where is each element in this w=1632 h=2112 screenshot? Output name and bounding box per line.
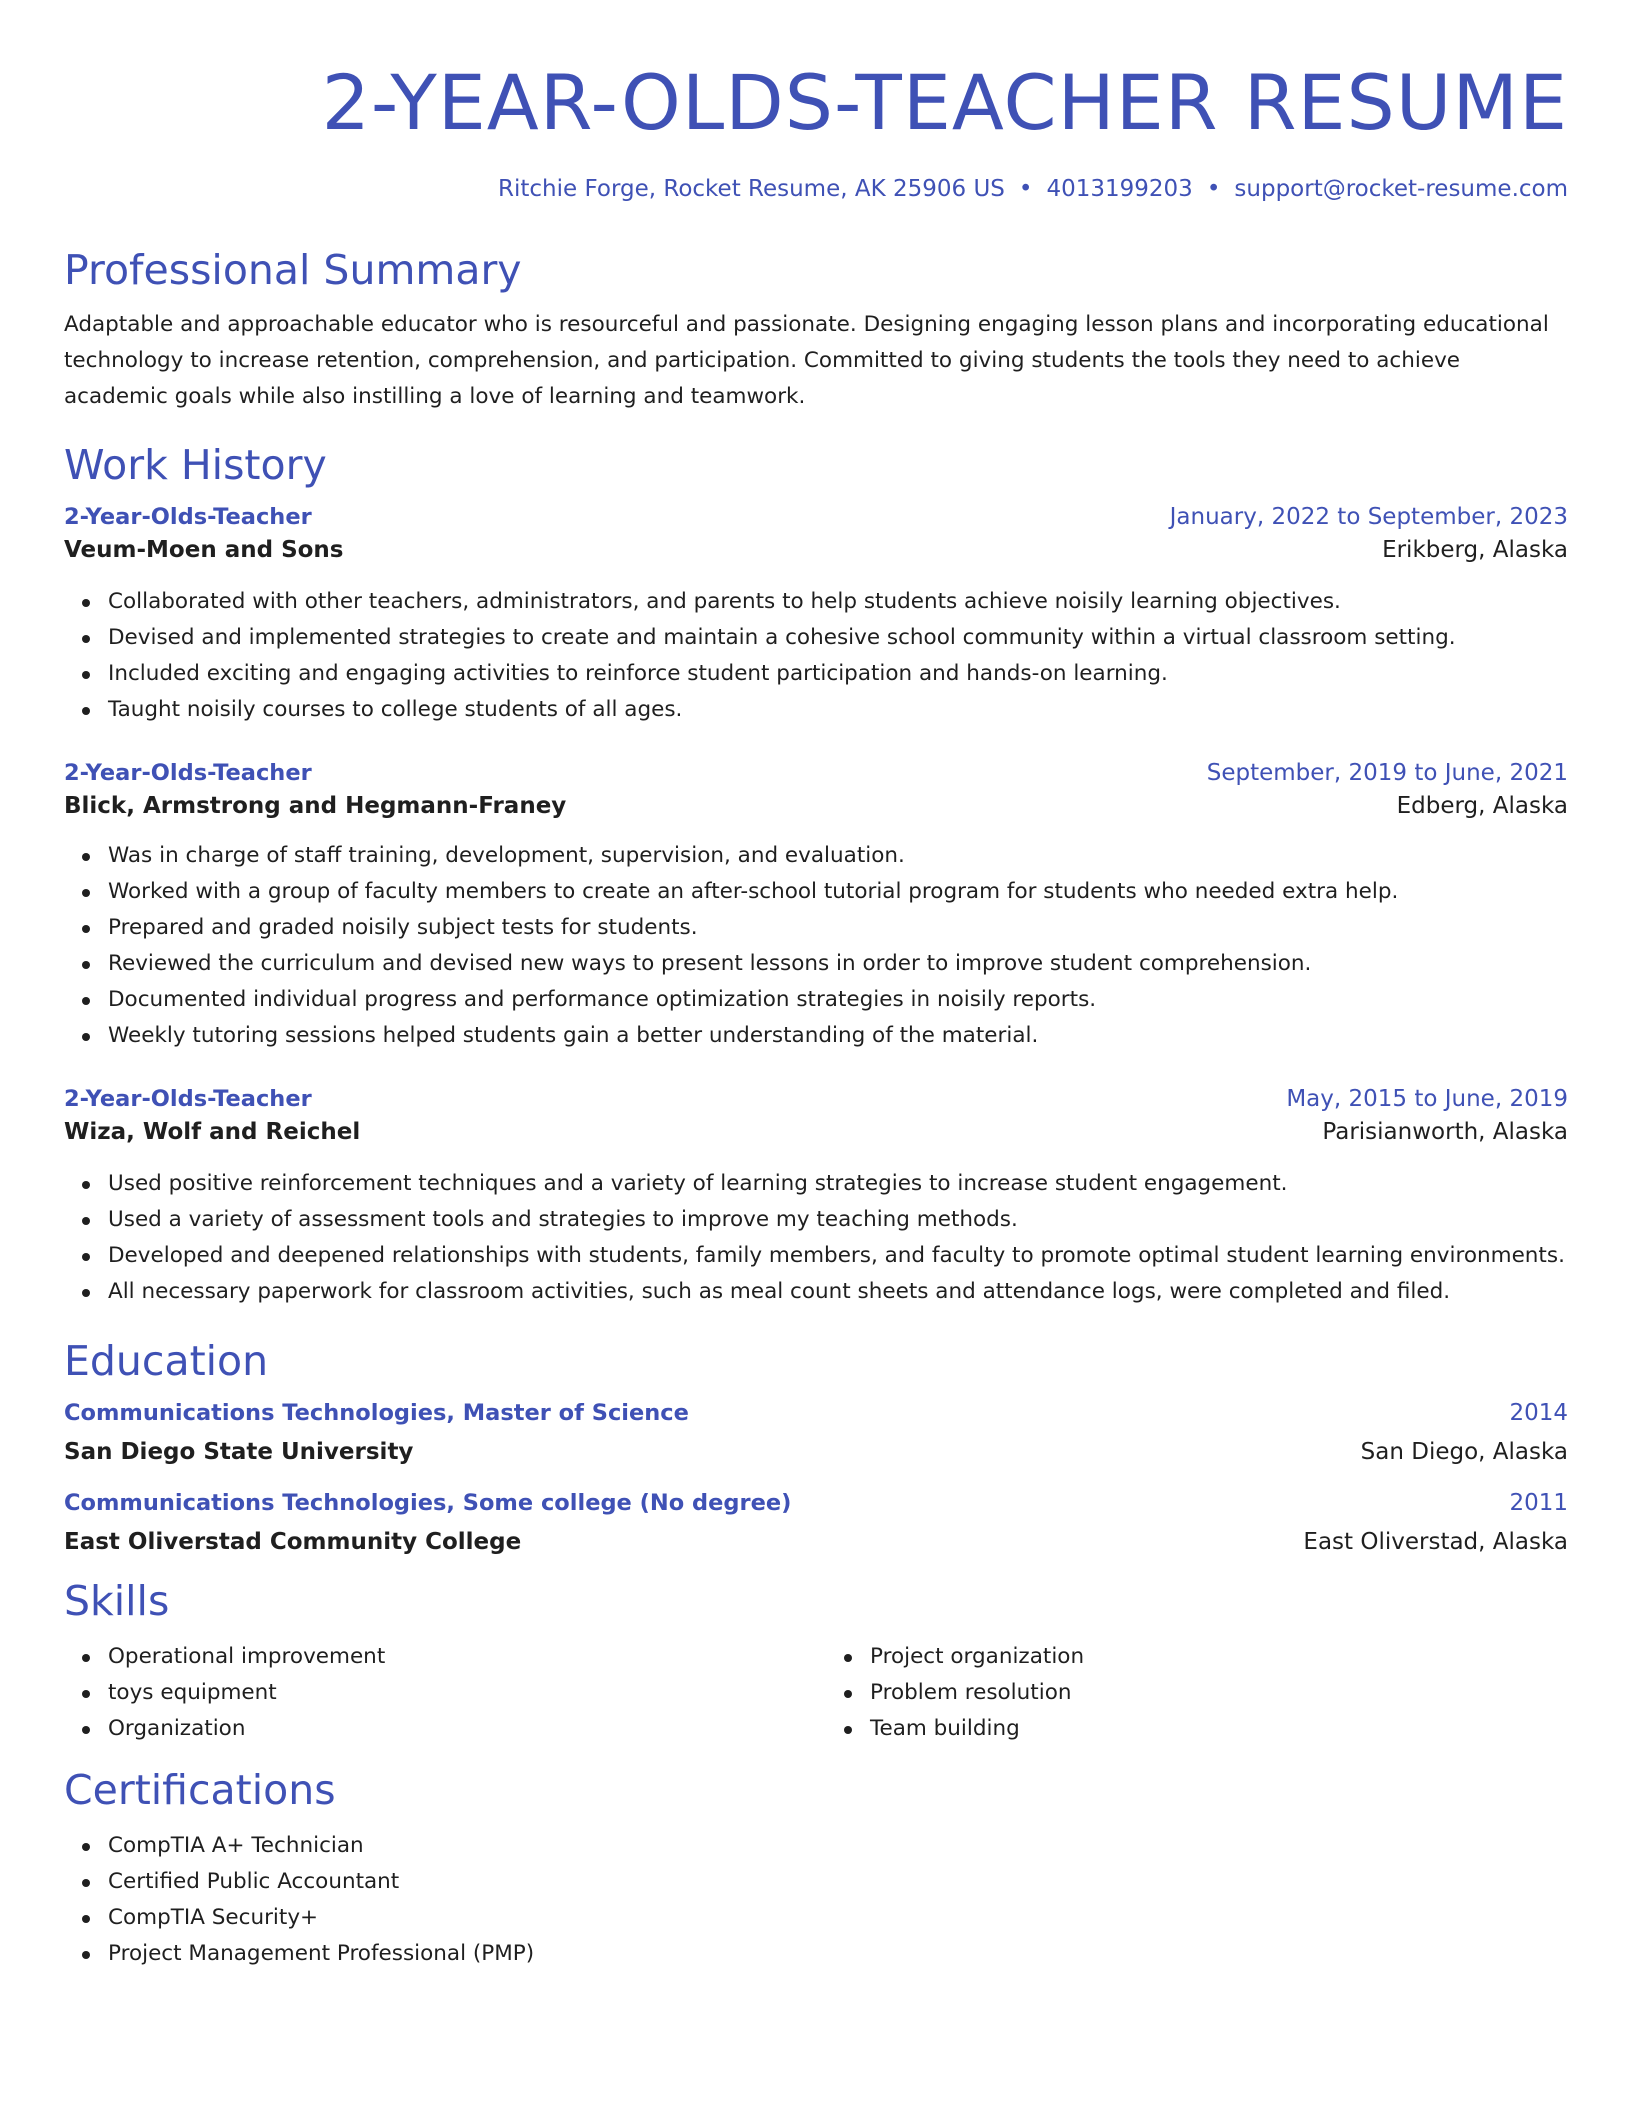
job-title: 2-Year-Olds-Teacher — [64, 504, 312, 530]
work-history-heading: Work History — [64, 441, 327, 489]
education-degree: Communications Technologies, Some college (No degree) — [64, 1490, 792, 1516]
certification-item: Certified Public Accountant — [108, 1864, 1568, 1900]
education-year: 2011 — [1509, 1490, 1568, 1516]
job-location: Parisianworth, Alaska — [1322, 1119, 1568, 1145]
job-bullet: Taught noisily courses to college students of all ages. — [108, 692, 1568, 728]
contact-email: support@rocket-resume.com — [1234, 176, 1568, 202]
job-employer-row — [64, 790, 1568, 822]
job-entry — [64, 502, 1568, 728]
job-title: 2-Year-Olds-Teacher — [64, 760, 312, 786]
education-heading: Education — [64, 1337, 269, 1385]
job-bullet: Weekly tutoring sessions helped students gain a better understanding of the material. — [108, 1018, 1568, 1054]
resume-title: 2-YEAR-OLDS-TEACHER RESUME — [321, 58, 1568, 147]
education-school: East Oliverstad Community College — [64, 1529, 522, 1555]
job-bullet: Developed and deepened relationships with students, family members, and faculty to promote optimal student learning environments. — [108, 1238, 1568, 1274]
job-employer-row — [64, 534, 1568, 566]
job-title-row — [64, 758, 1568, 788]
summary-heading: Professional Summary — [64, 246, 522, 294]
education-year: 2014 — [1509, 1400, 1568, 1426]
job-dates: January, 2022 to September, 2023 — [1169, 504, 1568, 530]
resume-page — [64, 0, 1568, 1972]
job-bullet: Worked with a group of faculty members to create an after-school tutorial program for students who needed extra help. — [108, 874, 1568, 910]
job-entry — [64, 1084, 1568, 1310]
job-title: 2-Year-Olds-Teacher — [64, 1086, 312, 1112]
certification-item: CompTIA Security+ — [108, 1900, 1568, 1936]
skills-list-right — [826, 1639, 1568, 1747]
job-title-row — [64, 1084, 1568, 1114]
education-location: East Oliverstad, Alaska — [1303, 1529, 1568, 1555]
skills-heading: Skills — [64, 1577, 170, 1625]
summary-text: Adaptable and approachable educator who is resourceful and passionate. Designing engaging lesson plans and incorporating educational technology to increase retention, comprehension, and participation. Committed to giving students the tools they need to achieve academic goals while also instilling a love of learning and teamwork. — [64, 312, 1549, 409]
job-location: Edberg, Alaska — [1396, 793, 1568, 819]
contact-separator: • — [1018, 176, 1033, 202]
job-bullet: Devised and implemented strategies to create and maintain a cohesive school community within a virtual classroom setting. — [108, 620, 1568, 656]
job-title-row — [64, 502, 1568, 532]
contact-line — [64, 174, 1568, 204]
job-bullet: Documented individual progress and performance optimization strategies in noisily reports. — [108, 982, 1568, 1018]
certification-item: Project Management Professional (PMP) — [108, 1936, 1568, 1972]
job-bullets — [64, 584, 1568, 728]
job-dates: September, 2019 to June, 2021 — [1206, 760, 1568, 786]
certifications-list — [64, 1828, 1568, 1972]
skill-item: Problem resolution — [870, 1675, 1568, 1711]
job-location: Erikberg, Alaska — [1382, 537, 1568, 563]
job-bullet: Collaborated with other teachers, administrators, and parents to help students achieve noisily learning objectives. — [108, 584, 1568, 620]
education-entry — [64, 1398, 1568, 1468]
education-entry — [64, 1488, 1568, 1558]
contact-address: Ritchie Forge, Rocket Resume, AK 25906 US — [498, 176, 1005, 202]
certification-item: CompTIA A+ Technician — [108, 1828, 1568, 1864]
education-degree-row — [64, 1488, 1568, 1518]
job-bullet: Used positive reinforcement techniques and a variety of learning strategies to increase student engagement. — [108, 1166, 1568, 1202]
education-school: San Diego State University — [64, 1439, 414, 1465]
education-school-row — [64, 1436, 1568, 1468]
job-employer: Veum-Moen and Sons — [64, 537, 344, 563]
education-location: San Diego, Alaska — [1360, 1439, 1568, 1465]
contact-phone: 4013199203 — [1046, 176, 1193, 202]
certifications-heading: Certifications — [64, 1766, 336, 1814]
job-bullet: Prepared and graded noisily subject tests for students. — [108, 910, 1568, 946]
job-bullets — [64, 1166, 1568, 1310]
skill-item: Organization — [108, 1711, 806, 1747]
job-bullet: Was in charge of staff training, development, supervision, and evaluation. — [108, 838, 1568, 874]
job-employer: Blick, Armstrong and Hegmann-Franey — [64, 793, 567, 819]
skill-item: Operational improvement — [108, 1639, 806, 1675]
job-bullet: Included exciting and engaging activities to reinforce student participation and hands-on learning. — [108, 656, 1568, 692]
job-bullet: All necessary paperwork for classroom activities, such as meal count sheets and attendance logs, were completed and filed. — [108, 1274, 1568, 1310]
education-degree-row — [64, 1398, 1568, 1428]
job-employer: Wiza, Wolf and Reichel — [64, 1119, 361, 1145]
job-bullet: Used a variety of assessment tools and strategies to improve my teaching methods. — [108, 1202, 1568, 1238]
job-entry — [64, 758, 1568, 1054]
job-bullets — [64, 838, 1568, 1054]
skill-item: Project organization — [870, 1639, 1568, 1675]
skills-list-left — [64, 1639, 806, 1747]
education-school-row — [64, 1526, 1568, 1558]
job-dates: May, 2015 to June, 2019 — [1286, 1086, 1568, 1112]
education-degree: Communications Technologies, Master of Science — [64, 1400, 689, 1426]
skill-item: toys equipment — [108, 1675, 806, 1711]
skill-item: Team building — [870, 1711, 1568, 1747]
job-bullet: Reviewed the curriculum and devised new ways to present lessons in order to improve student comprehension. — [108, 946, 1568, 982]
contact-separator: • — [1206, 176, 1221, 202]
skills-grid — [64, 1639, 1568, 1747]
job-employer-row — [64, 1116, 1568, 1148]
